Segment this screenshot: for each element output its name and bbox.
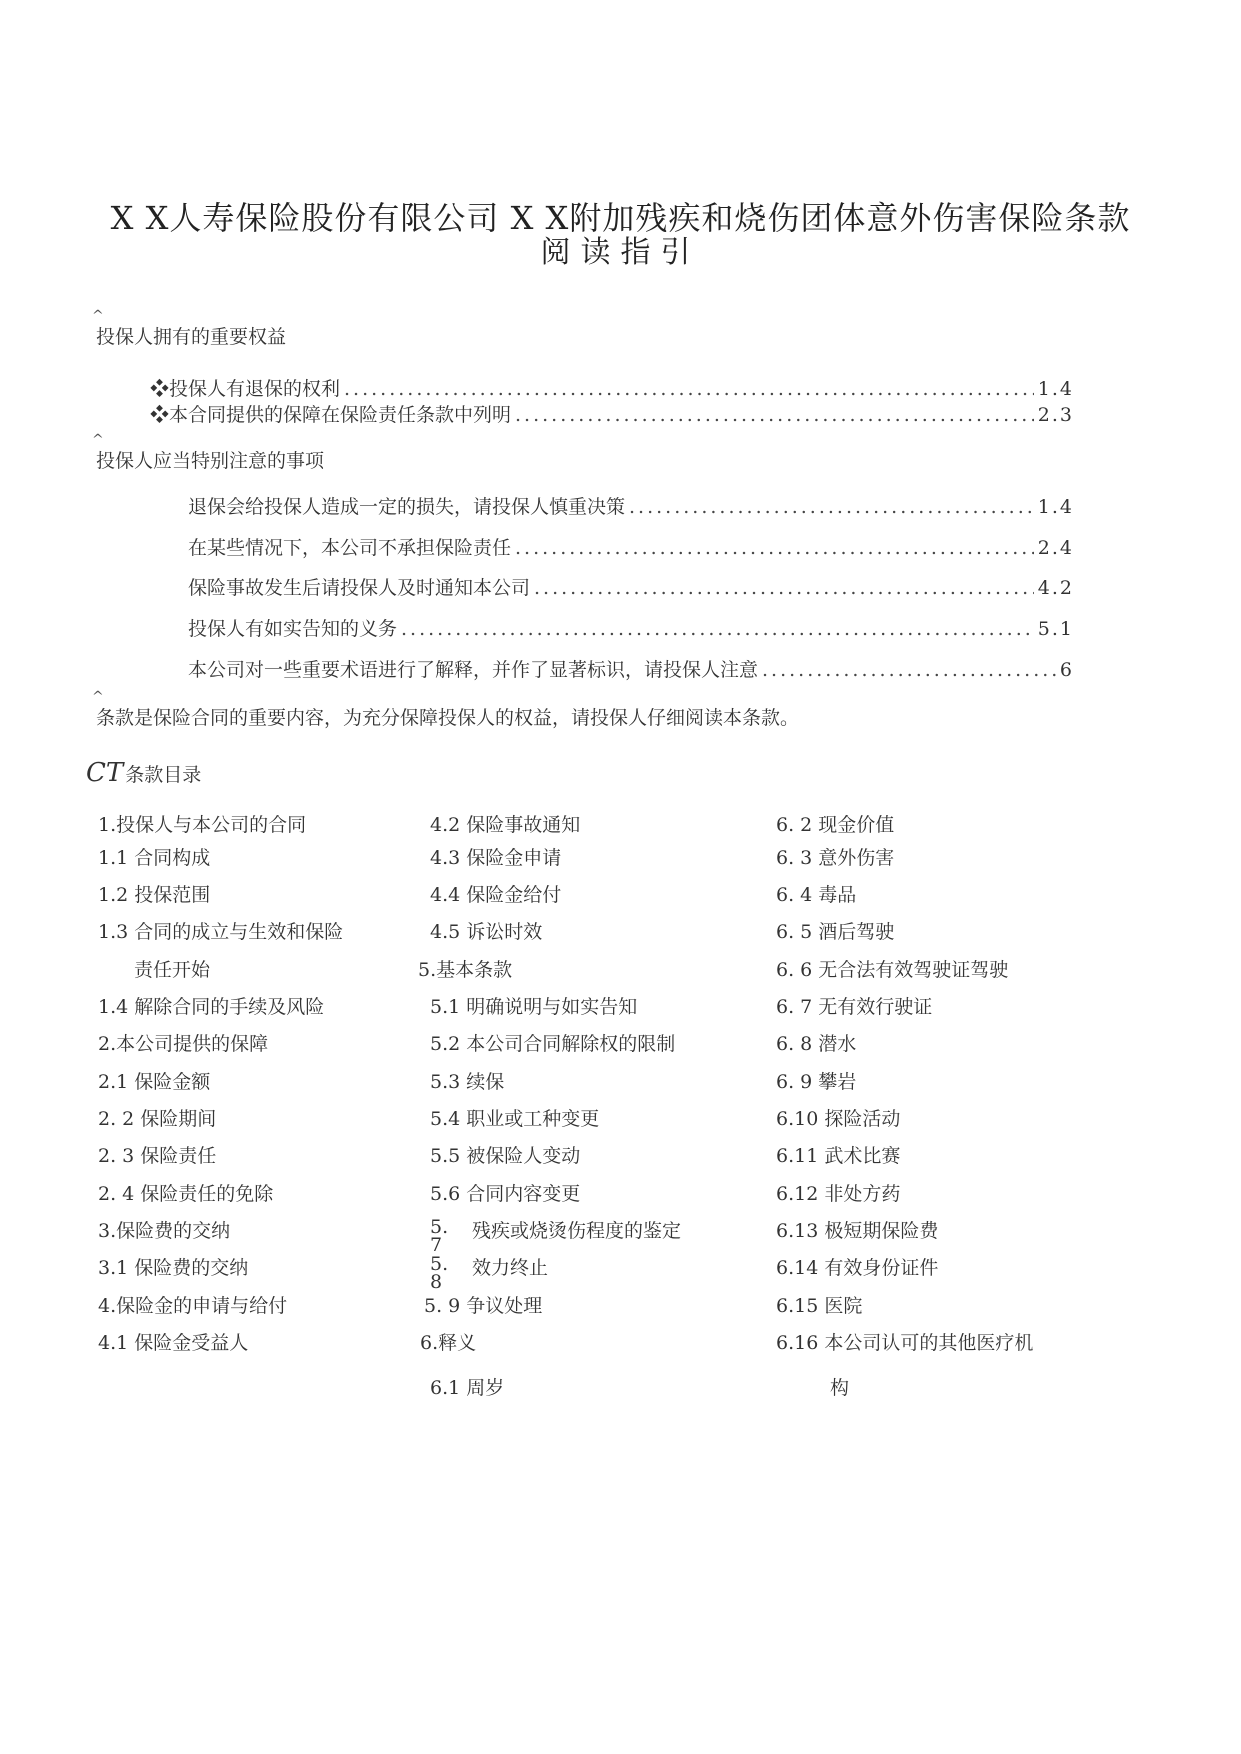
toc-page-number: 5.1	[1037, 618, 1074, 640]
leader-dots	[629, 496, 1034, 518]
catalog-item[interactable]: 5.6 合同内容变更	[430, 1183, 581, 1205]
rights-heading	[92, 308, 287, 349]
advice-text: 条款是保险合同的重要内容，为充分保障投保人的权益，请投保人仔细阅读本条款。	[96, 707, 800, 729]
advice-paragraph	[92, 689, 800, 730]
catalog-item[interactable]: 5.4 职业或工种变更	[430, 1108, 600, 1130]
rights-heading-text: 投保人拥有的重要权益	[96, 326, 287, 348]
rights-item[interactable]	[150, 400, 1074, 427]
catalog-heading-text: 条款目录	[125, 764, 202, 786]
catalog-item[interactable]: 1.投保人与本公司的合同	[98, 814, 307, 836]
catalog-item[interactable]: 1.4 解除合同的手续及风险	[98, 996, 325, 1018]
document-subtitle: 阅读指引	[540, 235, 701, 270]
toc-page-number: 6	[1059, 659, 1074, 681]
catalog-item[interactable]: 5.2 本公司合同解除权的限制	[430, 1033, 676, 1055]
toc-item-text: ❖投保人有退保的权利	[150, 378, 341, 400]
toc-page-number: 2.3	[1037, 404, 1074, 426]
catalog-item[interactable]: 6.12 非处方药	[776, 1183, 901, 1205]
rights-item[interactable]	[150, 374, 1074, 401]
catalog-item[interactable]: 6.14 有效身份证件	[776, 1257, 939, 1279]
catalog-item[interactable]: 4.保险金的申请与给付	[98, 1295, 288, 1317]
toc-page-number: 1.4	[1037, 378, 1074, 400]
catalog-item[interactable]: 6. 9 攀岩	[776, 1071, 857, 1093]
leader-dots	[534, 577, 1034, 599]
catalog-item[interactable]: 5.3 续保	[430, 1071, 505, 1093]
leader-dots	[515, 404, 1034, 426]
toc-page-number: 1.4	[1037, 496, 1074, 518]
toc-item-text: 保险事故发生后请投保人及时通知本公司	[188, 577, 531, 599]
catalog-item[interactable]: 构	[830, 1377, 850, 1399]
toc-item-text: ❖本合同提供的保障在保险责任条款中列明	[150, 404, 512, 426]
catalog-item[interactable]: 5.5 被保险人变动	[430, 1145, 581, 1167]
caret-icon: ^	[92, 689, 104, 705]
catalog-item[interactable]: 3.保险费的交纳	[98, 1220, 231, 1242]
notice-item[interactable]	[188, 533, 1074, 560]
leader-dots	[401, 618, 1034, 640]
catalog-item[interactable]: 2. 3 保险责任	[98, 1145, 217, 1167]
toc-item-text: 退保会给投保人造成一定的损失，请投保人慎重决策	[188, 496, 626, 518]
catalog-item[interactable]: 6.11 武术比赛	[776, 1145, 901, 1167]
catalog-item[interactable]: 5.基本条款	[418, 959, 513, 981]
catalog-item[interactable]: 4.5 诉讼时效	[430, 921, 543, 943]
notice-item[interactable]	[188, 492, 1074, 519]
catalog-item[interactable]: 5.	[430, 1253, 449, 1275]
leader-dots	[762, 659, 1056, 681]
caret-icon: ^	[92, 432, 104, 448]
catalog-heading	[86, 758, 201, 788]
notice-item[interactable]	[188, 655, 1074, 682]
leader-dots	[515, 537, 1034, 559]
catalog-item[interactable]: 3.1 保险费的交纳	[98, 1257, 249, 1279]
catalog-item[interactable]: 2.1 保险金额	[98, 1071, 211, 1093]
catalog-item[interactable]: 4.3 保险金申请	[430, 847, 562, 869]
catalog-item[interactable]: 4.4 保险金给付	[430, 884, 562, 906]
catalog-item[interactable]: 6. 6 无合法有效驾驶证驾驶	[776, 959, 1009, 981]
catalog-item[interactable]: 2. 4 保险责任的免除	[98, 1183, 274, 1205]
catalog-item[interactable]: 5. 9 争议处理	[424, 1295, 543, 1317]
toc-item-text: 本公司对一些重要术语进行了解释，并作了显著标识，请投保人注意	[188, 659, 759, 681]
catalog-item[interactable]: 6.1 周岁	[430, 1377, 505, 1399]
catalog-item[interactable]: 4.1 保险金受益人	[98, 1332, 249, 1354]
catalog-item[interactable]: 6. 3 意外伤害	[776, 847, 895, 869]
catalog-item[interactable]: 1.2 投保范围	[98, 884, 211, 906]
notice-item[interactable]	[188, 573, 1074, 600]
catalog-item[interactable]: 4.2 保险事故通知	[430, 814, 581, 836]
catalog-item[interactable]: 残疾或烧烫伤程度的鉴定	[472, 1220, 682, 1242]
catalog-item[interactable]: 6.13 极短期保险费	[776, 1220, 939, 1242]
catalog-item[interactable]: 1.3 合同的成立与生效和保险	[98, 921, 344, 943]
catalog-item-digit: 7	[430, 1234, 443, 1256]
catalog-item[interactable]: 2.本公司提供的保障	[98, 1033, 269, 1055]
notices-heading	[92, 432, 325, 473]
catalog-item[interactable]: 6.释义	[420, 1332, 477, 1354]
caret-icon: ^	[92, 308, 104, 324]
catalog-item[interactable]: 1.1 合同构成	[98, 847, 211, 869]
catalog-item[interactable]: 6. 8 潜水	[776, 1033, 857, 1055]
catalog-item[interactable]: 6.15 医院	[776, 1295, 863, 1317]
notices-heading-text: 投保人应当特别注意的事项	[96, 450, 325, 472]
catalog-item[interactable]: 效力终止	[472, 1257, 549, 1279]
catalog-item[interactable]: 6. 7 无有效行驶证	[776, 996, 933, 1018]
document-title: X X人寿保险股份有限公司 X X附加残疾和烧伤团体意外伤害保险条款	[110, 199, 1131, 237]
catalog-item[interactable]: 5.1 明确说明与如实告知	[430, 996, 638, 1018]
catalog-item[interactable]: 2. 2 保险期间	[98, 1108, 217, 1130]
toc-item-text: 在某些情况下，本公司不承担保险责任	[188, 537, 512, 559]
catalog-item[interactable]: 6. 4 毒品	[776, 884, 857, 906]
catalog-mark: CT	[86, 758, 124, 788]
catalog-item-digit: 8	[430, 1271, 443, 1293]
toc-page-number: 4.2	[1037, 577, 1074, 599]
catalog-item[interactable]: 6. 2 现金价值	[776, 814, 895, 836]
catalog-item[interactable]: 责任开始	[134, 959, 211, 981]
leader-dots	[344, 378, 1034, 400]
catalog-item[interactable]: 6.16 本公司认可的其他医疗机	[776, 1332, 1034, 1354]
catalog-item[interactable]: 6.10 探险活动	[776, 1108, 901, 1130]
notice-item[interactable]	[188, 614, 1074, 641]
toc-page-number: 2.4	[1037, 537, 1074, 559]
toc-item-text: 投保人有如实告知的义务	[188, 618, 398, 640]
catalog-item[interactable]: 5.	[430, 1216, 449, 1238]
catalog-item[interactable]: 6. 5 酒后驾驶	[776, 921, 895, 943]
